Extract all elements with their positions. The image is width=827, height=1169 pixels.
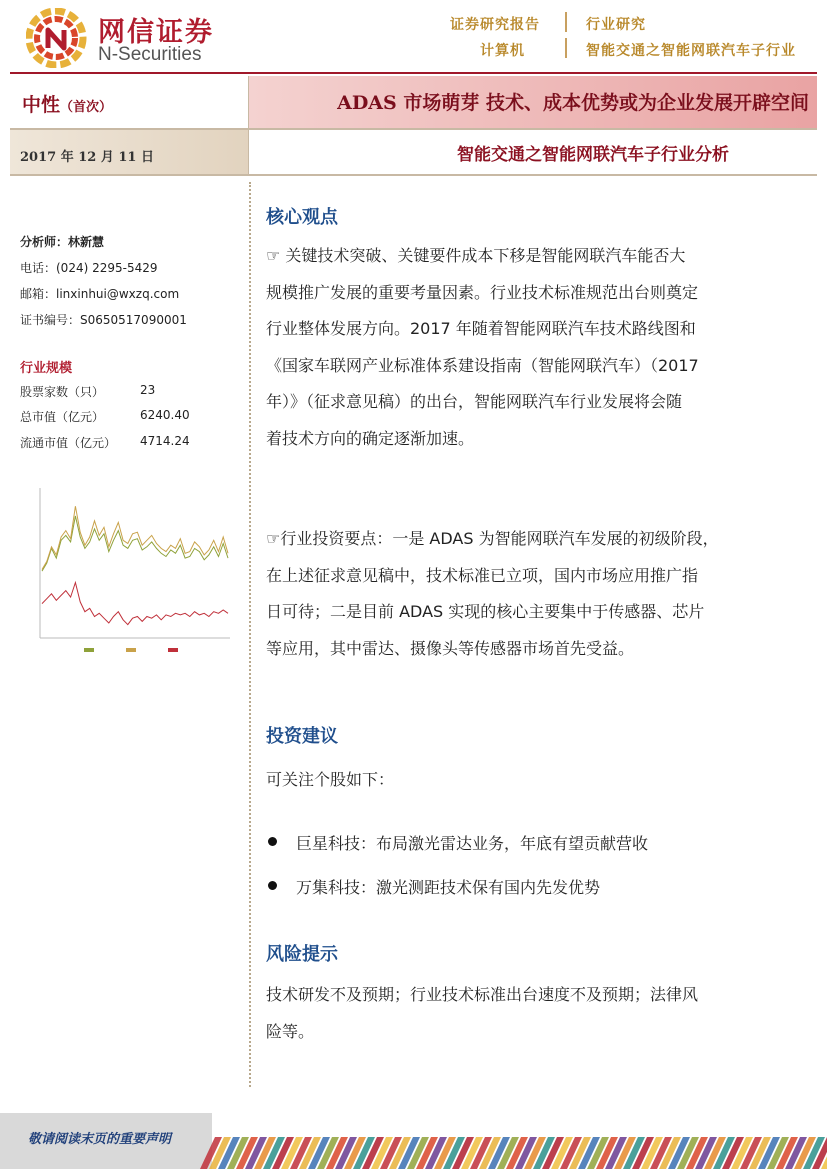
- report-date: 2017 年 12 月 11 日: [20, 150, 154, 165]
- sub-industry: 智能交通之智能网联汽车子行业: [586, 43, 796, 59]
- bullet-icon: [268, 837, 277, 846]
- risk-heading: 风险提示: [266, 944, 338, 965]
- scale-label: 股票家数（只）: [20, 385, 105, 399]
- report-title: ADAS 市场萌芽 技术、成本优势或为企业发展开辟空间: [337, 92, 809, 114]
- chart-series-line-3: [42, 583, 228, 625]
- analyst-name: 分析师：林新慧: [20, 235, 105, 249]
- scale-value: 6240.40: [140, 408, 190, 422]
- band-rule-bottom: [10, 174, 817, 176]
- header-divider: [565, 12, 567, 32]
- scale-label: 总市值（亿元）: [20, 410, 105, 424]
- report-category: 行业研究: [586, 17, 646, 33]
- band-divider: [248, 76, 249, 174]
- footer-stripes-icon: [0, 1137, 827, 1169]
- analyst-phone: 电话：(024) 2295-5429: [20, 261, 158, 275]
- rating-label: 中性（首次）: [22, 94, 113, 116]
- chart-series-line-1: [42, 516, 228, 571]
- logo-en-text: N-Securities: [98, 44, 202, 65]
- logo-cn-text: 网信证券: [98, 17, 214, 48]
- advice-item: 巨星科技：布局激光雷达业务，年底有望贡献营收: [296, 834, 649, 853]
- column-divider: [249, 182, 251, 1087]
- footer-disclaimer[interactable]: 敬请阅读末页的重要声明: [28, 1132, 172, 1147]
- header-rule: [10, 72, 817, 74]
- report-subtitle: 智能交通之智能网联汽车子行业分析: [457, 145, 729, 165]
- analyst-cert: 证书编号：S0650517090001: [20, 313, 187, 327]
- scale-label: 流通市值（亿元）: [20, 436, 117, 450]
- advice-item: 万集科技：激光测距技术保有国内先发优势: [296, 878, 601, 897]
- analyst-email[interactable]: 邮箱：linxinhui@wxzq.com: [20, 287, 180, 301]
- core-paragraph-1: ☞ 关键技术突破、关键要件成本下移是智能网联汽车能否大 规模推广发展的重要考量因素。行业技术标准规范出台则奠定 行业整体发展方向。2017 年随着智能网联汽车技术路线图和 《国家车联网产业标准体系建设指南（智能网联汽车）（2017 年）》（征求意见稿）的出台，智能网联汽车行业发展将会随 着技术方向的确定逐渐加速。: [266, 246, 699, 448]
- report-type: 证券研究报告: [450, 17, 540, 33]
- industry-name: 计算机: [480, 43, 525, 59]
- core-paragraph-2: ☞行业投资要点：一是 ADAS 为智能网联汽车发展的初级阶段， 在上述征求意见稿中，技术标准已立项，国内市场应用推广指 日可待；二是目前 ADAS 实现的核心主要集中于传感器、芯片 等应用，其中雷达、摄像头等传感器市场首先受益。: [266, 529, 719, 658]
- core-heading: 核心观点: [266, 207, 338, 228]
- industry-scale-heading: 行业规模: [20, 361, 73, 376]
- chart-legend: [84, 648, 178, 652]
- industry-performance-chart: [22, 478, 236, 668]
- risk-paragraph: 技术研发不及预期；行业技术标准出台速度不及预期；法律风 险等。: [266, 985, 699, 1041]
- advice-intro: 可关注个股如下：: [266, 770, 395, 789]
- scale-value: 4714.24: [140, 434, 190, 448]
- scale-value: 23: [140, 383, 156, 397]
- chart-series-line-2: [42, 506, 228, 569]
- header-divider: [565, 38, 567, 58]
- bullet-icon: [268, 881, 277, 890]
- advice-heading: 投资建议: [266, 726, 338, 747]
